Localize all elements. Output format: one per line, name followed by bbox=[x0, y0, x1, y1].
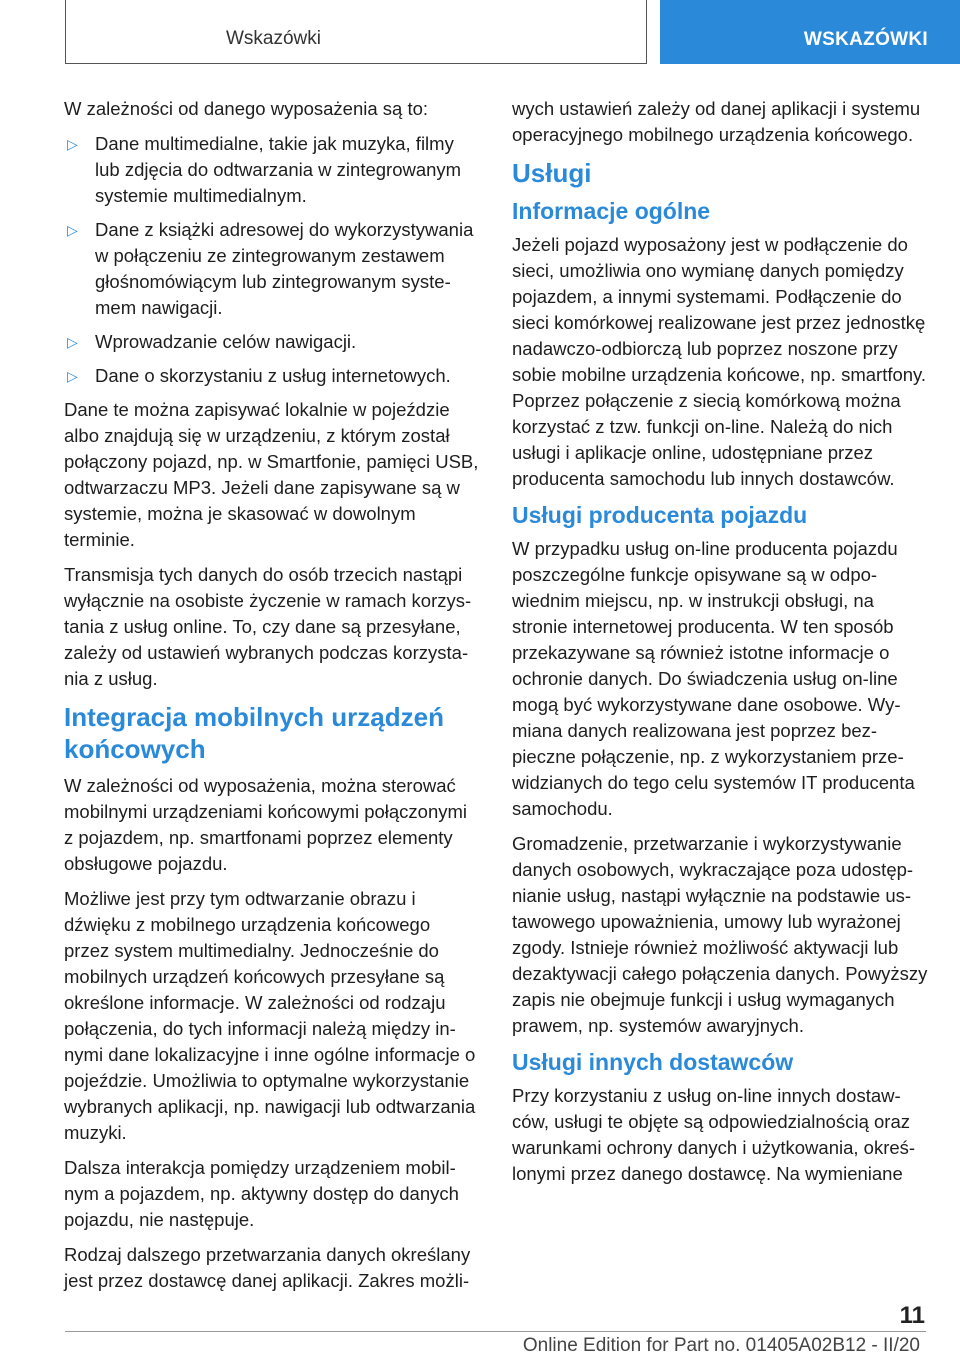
paragraph: Transmisja tych danych do osób trzecich nastąpi wyłącznie na osobiste życzenie w ramach korzystania z usług online. To, czy dane są przesyłane, zależy od ustawień wybranych podczas korzystania z usług. bbox=[64, 564, 472, 689]
list-item-text: Dane o skorzystaniu z usług internetowych. bbox=[95, 365, 451, 386]
triangle-bullet-icon: ▷ bbox=[67, 334, 78, 350]
triangle-bullet-icon: ▷ bbox=[67, 368, 78, 384]
heading-mobile-integration: Integracja mobilnych urządzeń końcowych bbox=[64, 702, 444, 764]
heading-other-providers: Usługi innych dostawców bbox=[512, 1049, 794, 1075]
intro-text: W zależności od danego wyposażenia są to: bbox=[64, 98, 429, 119]
list-item bbox=[64, 329, 480, 355]
heading-services: Usługi bbox=[512, 158, 592, 188]
paragraph: Przy korzystaniu z usług on-line innych dostawców, usługi te objęte są odpowiedzialnością oraz warunkami ochrony danych i użytkowania, określonymi przez danego dostawcę. Na wymieniane bbox=[512, 1085, 916, 1184]
list-item bbox=[64, 363, 480, 389]
list-item bbox=[64, 131, 480, 209]
edition-footer: Online Edition for Part no. 01405A02B12 - II/20 bbox=[522, 1335, 920, 1356]
heading-manufacturer-services: Usługi producenta pojazdu bbox=[512, 502, 808, 528]
page-number: 11 bbox=[899, 1302, 925, 1329]
list-item bbox=[64, 217, 480, 321]
list-item-text: Wprowadzanie celów nawigacji. bbox=[95, 331, 357, 352]
section-title: Wskazówki bbox=[225, 28, 321, 49]
paragraph: Dane te można zapisywać lokalnie w pojeździe albo znajdują się w urządzeniu, z którym został połączony pojazd, np. w Smartfonie, pamięci USB, odtwarzaczu MP3. Jeżeli dane zapisywane są w systemie, można je skasować w dowolnym terminie. bbox=[64, 399, 479, 550]
header-frame bbox=[65, 0, 647, 64]
paragraph: W zależności od wyposażenia, można sterować mobilnymi urządzeniami końcowymi połączonymi z pojazdem, np. smartfonami poprzez elementy obsługowe pojazdu. bbox=[64, 775, 468, 874]
paragraph: Dalsza interakcja pomiędzy urządzeniem mobilnym a pojazdem, np. aktywny dostęp do danych pojazdu, nie następuje. bbox=[64, 1157, 459, 1230]
paragraph: Rodzaj dalszego przetwarzania danych określany jest przez dostawcę danej aplikacji. Zakres możli- bbox=[64, 1244, 471, 1291]
paragraph: Jeżeli pojazd wyposażony jest w podłączenie do sieci, umożliwia ono wymianę danych pomiędzy pojazdem, a innymi systemami. Podłączenie do sieci komórkowej realizowane jest przez jednostkę nadawczo-odbiorczą lub poprzez noszone przy sobie mobilne urządzenia końcowe, np. smartfony. Poprzez połączenie z siecią komórkową można korzystać z tzw. funkcji on-line. Należą do nich usługi i aplikacje online, udostępniane przez producenta samochodu lub innych dostawców. bbox=[512, 234, 927, 489]
paragraph: Możliwe jest przy tym odtwarzanie obrazu i dźwięku z mobilnego urządzenia końcowego przez system multimedialny. Jednocześnie do mobilnych urządzeń końcowych przesyłane są określone informacje. W zależności od rodzaju połączenia, do tych informacji należą między innymi dane lokalizacyjne i inne ogólne informacje o pojeździe. Umożliwia to optymalne wykorzystanie wybranych aplikacji, np. nawigacji lub odtwarzania muzyki. bbox=[64, 888, 476, 1143]
left-column bbox=[64, 96, 480, 1303]
triangle-bullet-icon: ▷ bbox=[67, 136, 78, 152]
paragraph: W przypadku usług on-line producenta pojazdu poszczególne funkcje opisywane są w odpowiednim miejscu, np. w instrukcji obsługi, na stronie internetowej producenta. W ten sposób przekazywane są również istotne informacje o ochronie danych. Do świadczenia usług on-line mogą być wykorzystywane dane osobowe. Wymiana danych realizowana jest poprzez bezpieczne połączenie, np. z wykorzystaniem przewidzianych do tego celu systemów IT producenta samochodu. bbox=[512, 538, 915, 819]
data-types-list bbox=[64, 131, 480, 389]
footer-divider bbox=[65, 1331, 926, 1332]
paragraph: wych ustawień zależy od danej aplikacji i systemu operacyjnego mobilnego urządzenia końcowego. bbox=[512, 98, 921, 145]
right-column bbox=[512, 96, 928, 1196]
heading-general-info: Informacje ogólne bbox=[512, 198, 711, 224]
triangle-bullet-icon: ▷ bbox=[67, 222, 78, 238]
list-item-text: Dane z książki adresowej do wykorzystywania w połączeniu ze zintegrowanym zestawem głośnomówiącym lub zintegrowanym systemem nawigacji. bbox=[95, 219, 474, 318]
list-item-text: Dane multimedialne, takie jak muzyka, filmy lub zdjęcia do odtwarzania w zintegrowanym systemie multimedialnym. bbox=[95, 133, 462, 206]
paragraph: Gromadzenie, przetwarzanie i wykorzystywanie danych osobowych, wykraczające poza udostępnianie usług, nastąpi wyłącznie na podstawie ustawowego upoważnienia, umowy lub wyrażonej zgody. Istnieje również możliwość aktywacji lub dezaktywacji całego połączenia danych. Powyższy zapis nie obejmuje funkcji i usług wymaganych prawem, np. systemów awaryjnych. bbox=[512, 833, 928, 1036]
chapter-tab: WSKAZÓWKI bbox=[660, 0, 960, 64]
